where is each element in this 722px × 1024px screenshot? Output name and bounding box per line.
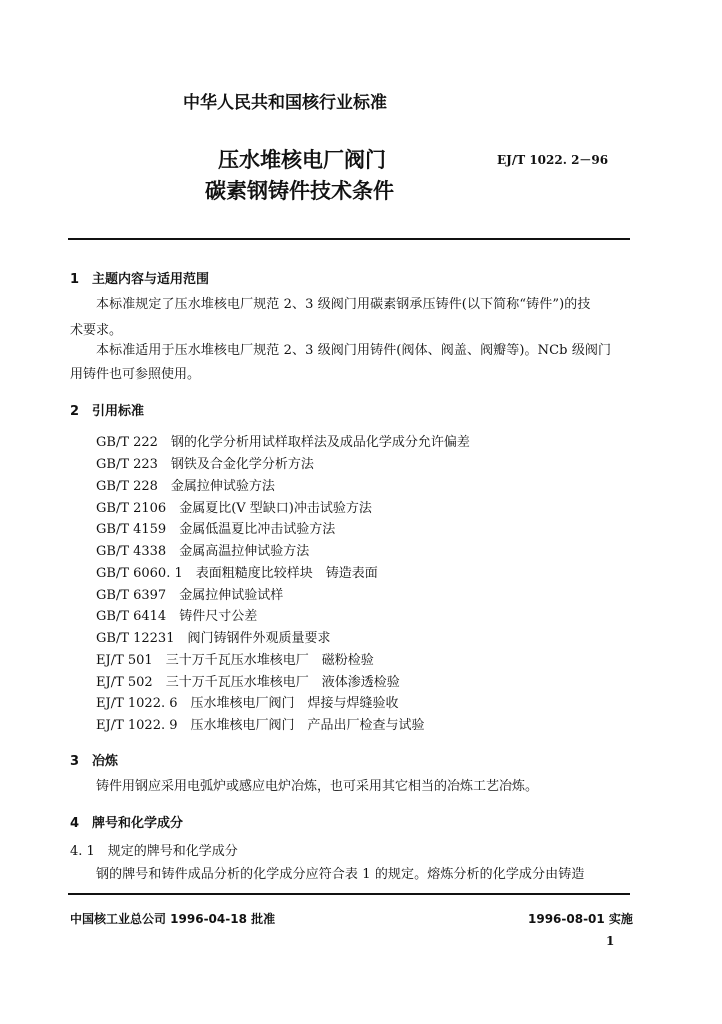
section-4-1-title: 4. 1 规定的牌号和化学成分 — [70, 844, 238, 859]
section-4-1-para-1: 钢的牌号和铸件成品分析的化学成分应符合表 1 的规定。熔炼分析的化学成分由铸造 — [96, 867, 585, 882]
issuing-body: 中华人民共和国核行业标准 — [183, 93, 387, 113]
reference-item: GB/T 4338 金属高温拉伸试验方法 — [96, 544, 310, 559]
title-line-2: 碳素钢铸件技术条件 — [205, 179, 394, 203]
reference-item: EJ/T 501 三十万千瓦压水堆核电厂 磁粉检验 — [96, 653, 374, 668]
title-line-1: 压水堆核电厂阀门 — [218, 148, 386, 172]
section-2-title: 2 引用标准 — [70, 404, 145, 419]
reference-item: GB/T 228 金属拉伸试验方法 — [96, 479, 275, 494]
section-3-para-1: 铸件用钢应采用电弧炉或感应电炉冶炼，也可采用其它相当的冶炼工艺冶炼。 — [96, 779, 539, 794]
reference-item: EJ/T 1022. 6 压水堆核电厂阀门 焊接与焊缝验收 — [96, 696, 399, 711]
standard-code: EJ/T 1022. 2－96 — [497, 153, 609, 167]
reference-item: GB/T 223 钢铁及合金化学分析方法 — [96, 457, 314, 472]
section-1-para-2-line-1: 本标准适用于压水堆核电厂规范 2、3 级阀门用铸件(阀体、阀盖、阀瓣等)。NCb 级阀门 — [96, 343, 612, 358]
section-4-title: 4 牌号和化学成分 — [70, 816, 184, 831]
reference-item: GB/T 4159 金属低温夏比冲击试验方法 — [96, 522, 336, 537]
reference-item: GB/T 2106 金属夏比(V 型缺口)冲击试验方法 — [96, 501, 372, 516]
reference-item: GB/T 6060. 1 表面粗糙度比较样块 铸造表面 — [96, 566, 378, 581]
header-rule — [68, 238, 630, 240]
section-1-para-1-line-2: 术要求。 — [70, 323, 123, 338]
reference-item: GB/T 222 钢的化学分析用试样取样法及成品化学成分允许偏差 — [96, 435, 470, 450]
effective-date: 1996-08-01 实施 — [528, 912, 633, 926]
section-1-title: 1 主题内容与适用范围 — [70, 272, 210, 287]
reference-item: GB/T 12231 阀门铸钢件外观质量要求 — [96, 631, 331, 646]
section-1-para-2-line-2: 用铸件也可参照使用。 — [70, 367, 201, 382]
footer-rule — [68, 893, 630, 895]
page-number: 1 — [606, 934, 615, 948]
section-1-para-1-line-1: 本标准规定了压水堆核电厂规范 2、3 级阀门用碳素钢承压铸件(以下简称“铸件”)的技 — [96, 297, 591, 312]
reference-item: GB/T 6397 金属拉伸试验试样 — [96, 588, 284, 603]
reference-item: GB/T 6414 铸件尺寸公差 — [96, 609, 258, 624]
section-3-title: 3 冶炼 — [70, 754, 119, 769]
reference-item: EJ/T 1022. 9 压水堆核电厂阀门 产品出厂检查与试验 — [96, 718, 425, 733]
reference-item: EJ/T 502 三十万千瓦压水堆核电厂 液体渗透检验 — [96, 675, 400, 690]
approval-line: 中国核工业总公司 1996-04-18 批准 — [70, 912, 276, 926]
